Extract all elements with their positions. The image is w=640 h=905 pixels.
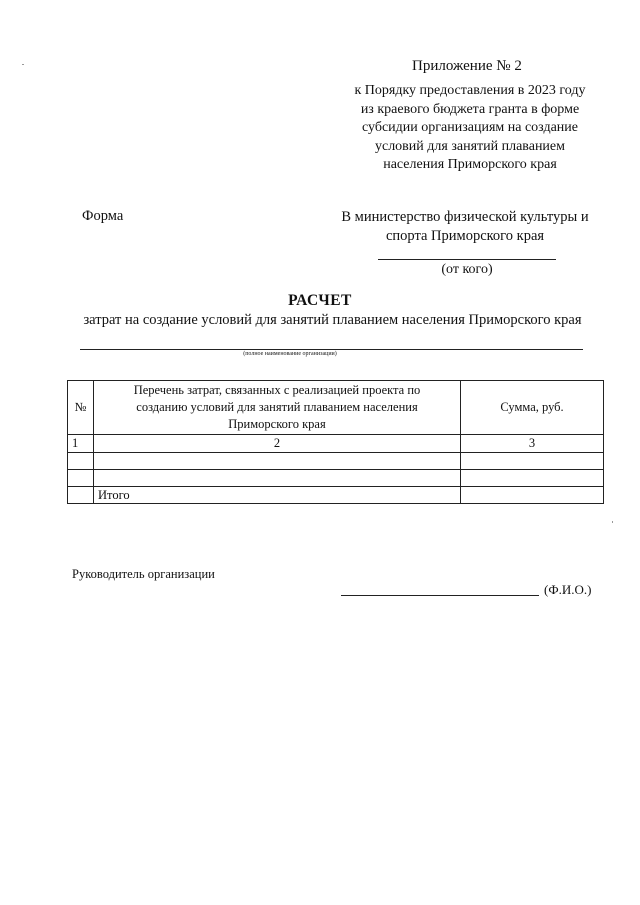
table-cell[interactable] (68, 470, 94, 487)
from-input-line[interactable] (378, 259, 556, 260)
document-title: РАСЧЕТ (288, 292, 352, 309)
fio-label: (Ф.И.О.) (544, 582, 592, 597)
table-row (68, 470, 604, 487)
header-num: № (68, 381, 94, 435)
cost-table (67, 380, 604, 504)
document-subtitle: затрат на создание условий для занятий плаванием населения Приморского края (83, 312, 582, 328)
header-cost-list (94, 381, 461, 435)
appendix-line: из краевого бюджета гранта в форме (360, 101, 580, 117)
table-cell[interactable] (461, 453, 604, 470)
header-line: Приморского края (228, 417, 326, 431)
total-sum-cell[interactable] (461, 487, 604, 504)
organization-name-line[interactable] (80, 349, 583, 350)
form-label: Форма (82, 208, 124, 224)
signature-line[interactable] (341, 595, 539, 596)
appendix-reference (336, 82, 604, 175)
from-label: (от кого) (441, 262, 493, 277)
scan-speck (22, 64, 24, 65)
recipient-block (330, 208, 600, 246)
appendix-line: населения Приморского края (383, 157, 557, 172)
header-line: Перечень затрат, связанных с реализацией проекта по (133, 383, 421, 397)
table-cell[interactable] (94, 470, 461, 487)
total-label: Итого (94, 487, 461, 504)
table-header-row (68, 381, 604, 435)
recipient-line: спорта Приморского края (385, 228, 545, 244)
table-cell[interactable] (461, 470, 604, 487)
recipient-line: В министерство физической культуры и (341, 209, 589, 225)
appendix-line: условий для занятий плаванием (374, 138, 565, 154)
total-row (68, 487, 604, 504)
table-cell[interactable] (94, 453, 461, 470)
manager-label: Руководитель организации (72, 567, 215, 581)
table-cell[interactable] (68, 487, 94, 504)
appendix-line: субсидии организациям на создание (362, 120, 578, 135)
table-cell[interactable] (68, 453, 94, 470)
header-line: созданию условий для занятий плаванием населения (136, 400, 418, 414)
column-number-row (68, 435, 604, 453)
column-number: 3 (461, 435, 604, 453)
scan-speck (612, 521, 613, 523)
organization-name-hint: (полное наименование организации) (243, 351, 337, 357)
header-sum: Сумма, руб. (461, 381, 604, 435)
column-number: 2 (94, 435, 461, 453)
appendix-line: к Порядку предоставления в 2023 году (354, 83, 586, 98)
appendix-title: Приложение № 2 (412, 58, 522, 74)
column-number: 1 (68, 435, 94, 453)
table-row (68, 453, 604, 470)
